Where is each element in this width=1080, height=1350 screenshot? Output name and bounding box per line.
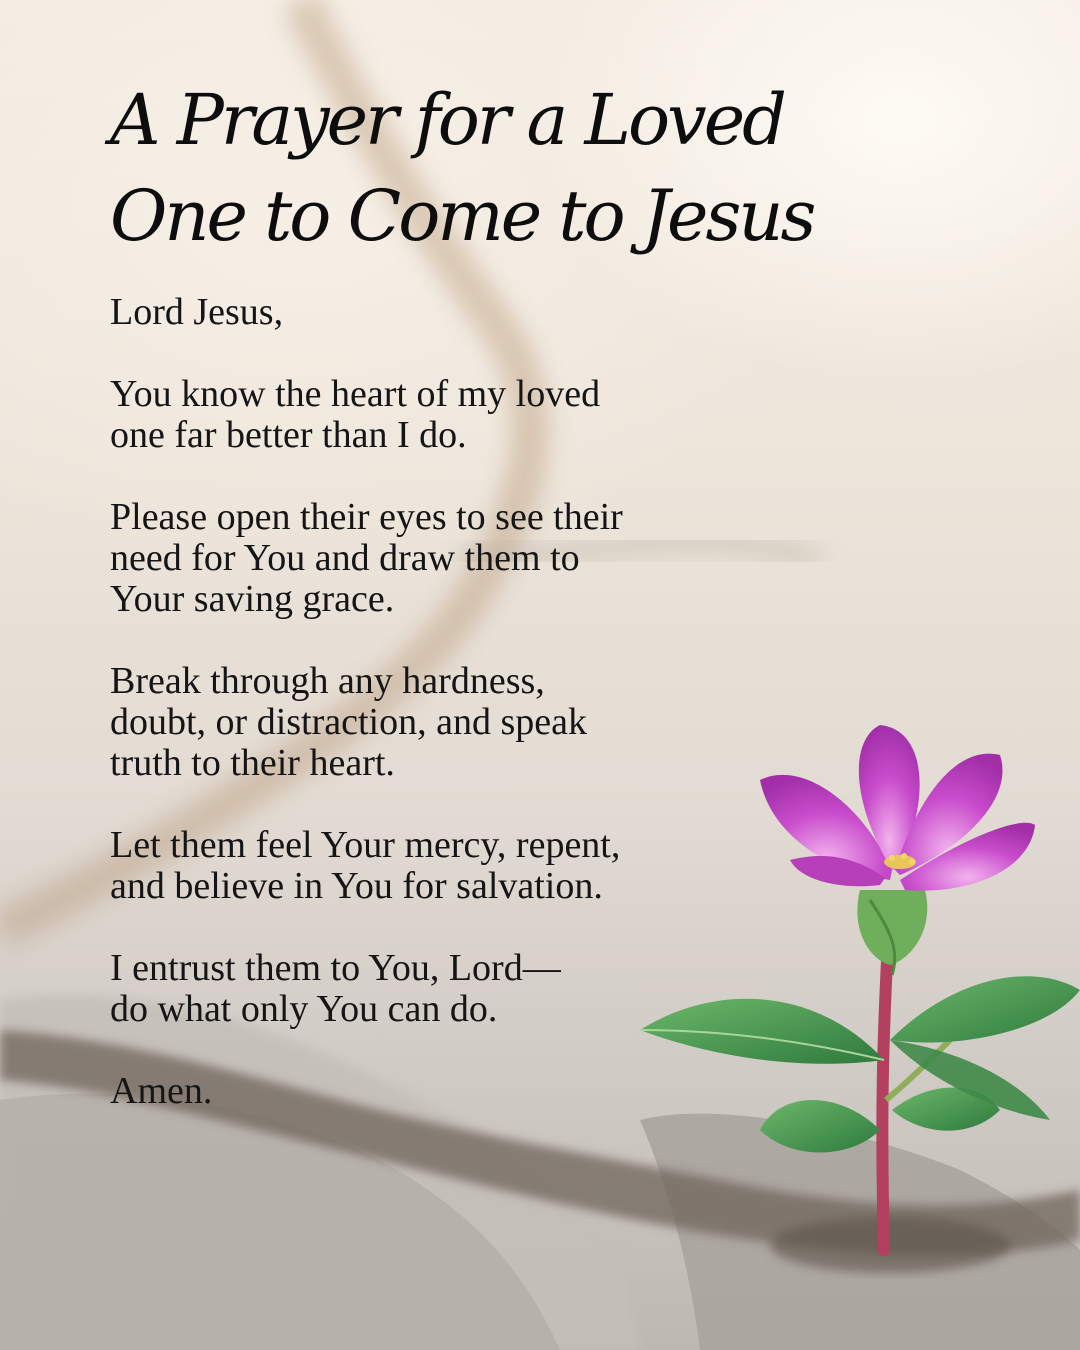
prayer-line: Let them feel Your mercy, repent, xyxy=(110,824,621,866)
prayer-line: do what only You can do. xyxy=(110,988,498,1030)
prayer-body xyxy=(110,292,750,1112)
prayer-line: You know the heart of my loved xyxy=(110,373,601,415)
prayer-line: and believe in You for salvation. xyxy=(110,865,603,907)
prayer-line: I entrust them to You, Lord— xyxy=(110,947,561,989)
title-line-1: A Prayer for a Loved xyxy=(110,79,784,161)
prayer-line: Break through any hardness, xyxy=(110,660,545,702)
prayer-greeting xyxy=(110,292,750,333)
prayer-text-block xyxy=(110,72,814,1153)
prayer-line: Please open their eyes to see their xyxy=(110,496,623,538)
prayer-paragraph xyxy=(110,661,750,784)
closing-line: Amen. xyxy=(110,1070,213,1112)
page-title xyxy=(110,72,814,264)
prayer-paragraph xyxy=(110,948,750,1030)
prayer-line: doubt, or distraction, and speak xyxy=(110,701,588,743)
prayer-paragraph xyxy=(110,825,750,907)
title-line-2: One to Come to Jesus xyxy=(110,175,814,257)
greeting-line: Lord Jesus, xyxy=(110,291,284,333)
prayer-line: truth to their heart. xyxy=(110,742,395,784)
prayer-line: one far better than I do. xyxy=(110,414,467,456)
prayer-line: Your saving grace. xyxy=(110,578,395,620)
prayer-closing xyxy=(110,1071,750,1112)
prayer-paragraph xyxy=(110,497,750,620)
prayer-paragraph xyxy=(110,374,750,456)
prayer-line: need for You and draw them to xyxy=(110,537,580,579)
